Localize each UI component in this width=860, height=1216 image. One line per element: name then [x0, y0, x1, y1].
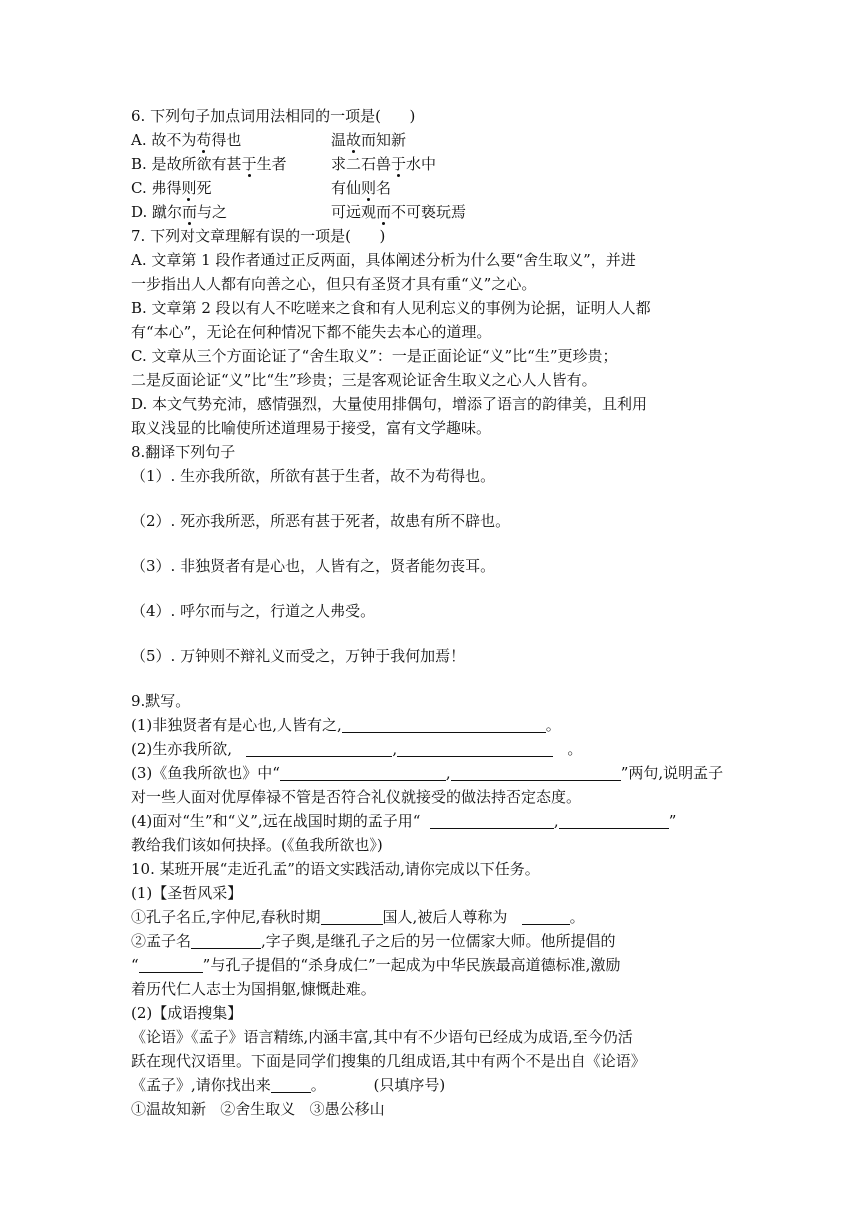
q10-part1-item2-line3: 着历代仁人志士为国捐躯,慷慨赴难。 — [131, 980, 376, 998]
document-body — [131, 104, 731, 1121]
q10-part1-item2-line1: ②孟子名 ,字子舆,是继孔子之后的另一位儒家大师。他所提倡的 — [131, 932, 616, 950]
q9-item-3-line1: (3)《鱼我所欲也》中“ , ”两句,说明孟子 — [131, 764, 724, 782]
answer-blank[interactable] — [451, 764, 621, 781]
q10-part2-options: ①温故知新 ②舍生取义 ③愚公移山 — [131, 1100, 385, 1118]
answer-blank[interactable] — [246, 740, 392, 757]
q9-item-4-line2: 教给我们该如何抉择。(《鱼我所欲也》) — [131, 836, 383, 854]
q8-item-4: （4）. 呼尔而与之，行道之人弗受。 — [131, 602, 376, 620]
q8-stem: 8.翻译下列句子 — [131, 443, 236, 461]
answer-blank[interactable] — [139, 956, 203, 973]
q9-item-3-line2: 对一些人面对优厚俸禄不管是否符合礼仪就接受的做法持否定态度。 — [131, 788, 582, 806]
q7-option-d-line1: D. 本文气势充沛，感情强烈，大量使用排偶句，增添了语言的韵律美，且利用 — [131, 395, 648, 413]
answer-blank[interactable] — [342, 716, 546, 733]
q6-option-c: C. 弗得则死 有仙则名 — [131, 179, 392, 197]
q9-item-1: (1)非独贤者有是心也,人皆有之, 。 — [131, 716, 561, 734]
q7-option-a-line2: 一步指出人人都有向善之心，但只有圣贤才具有重“义”之心。 — [131, 275, 537, 293]
q6-option-b: B. 是故所欲有甚于生者 求二石兽于水中 — [131, 155, 437, 173]
q8-item-3: （3）. 非独贤者有是心也，人皆有之，贤者能勿丧耳。 — [131, 557, 496, 575]
q7-stem: 7. 下列对文章理解有误的一项是( ) — [131, 227, 386, 245]
q8-item-1: （1）. 生亦我所欲，所欲有甚于生者，故不为苟得也。 — [131, 467, 496, 485]
q9-item-4-line1: (4)面对“生”和“义”,远在战国时期的孟子用“ , ” — [131, 812, 677, 830]
q8-item-2: （2）. 死亦我所恶，所恶有甚于死者，故患有所不辟也。 — [131, 512, 511, 530]
q9-item-2: (2)生亦我所欲, , 。 — [131, 740, 583, 758]
answer-blank[interactable] — [397, 740, 553, 757]
answer-blank[interactable] — [559, 812, 669, 829]
q7-option-b-line2: 有“本心”，无论在何种情况下都不能失去本心的道理。 — [131, 323, 492, 341]
q10-part1-heading: (1)【圣哲风采】 — [131, 884, 243, 902]
q7-option-a-line1: A. 文章第 1 段作者通过正反两面，具体阐述分析为什么要“舍生取义”，并进 — [131, 251, 636, 269]
q6-stem: 6. 下列句子加点词用法相同的一项是( ) — [131, 107, 416, 125]
q10-part1-item1: ①孔子名丘,字仲尼,春秋时期 国人,被后人尊称为 。 — [131, 908, 585, 926]
q7-option-d-line2: 取义浅显的比喻使所述道理易于接受，富有文学趣味。 — [131, 419, 492, 437]
answer-blank[interactable] — [321, 908, 383, 925]
q9-stem: 9.默写。 — [131, 692, 191, 710]
q7-option-c-line2: 二是反面论证“义”比“生”珍贵；三是客观论证舍生取义之心人人皆有。 — [131, 371, 597, 389]
q10-part2-line2: 跃在现代汉语里。下面是同学们搜集的几组成语,其中有两个不是出自《论语》 — [131, 1052, 646, 1070]
q10-part2-line3: 《孟子》,请你找出来 。 (只填序号) — [131, 1076, 446, 1094]
q8-item-5: （5）. 万钟则不辩礼义而受之，万钟于我何加焉！ — [131, 647, 466, 665]
q10-part2-line1: 《论语》《孟子》语言精练,内涵丰富,其中有不少语句已经成为成语,至今仍活 — [131, 1028, 633, 1046]
answer-blank[interactable] — [191, 932, 261, 949]
q7-option-c-line1: C. 文章从三个方面论证了“舍生取义”：一是正面论证“义”比“生”更珍贵； — [131, 347, 618, 365]
q6-option-d: D. 蹴尔而与之 可远观而不可亵玩焉 — [131, 203, 467, 221]
q10-stem: 10. 某班开展“走近孔孟”的语文实践活动,请你完成以下任务。 — [131, 860, 540, 878]
q10-part2-heading: (2)【成语搜集】 — [131, 1004, 243, 1022]
answer-blank[interactable] — [430, 812, 554, 829]
q7-option-b-line1: B. 文章第 2 段以有人不吃嗟来之食和有人见利忘义的事例为论据，证明人人都 — [131, 299, 651, 317]
answer-blank[interactable] — [280, 764, 446, 781]
answer-blank[interactable] — [271, 1076, 311, 1093]
answer-blank[interactable] — [522, 908, 570, 925]
q6-option-a: A. 故不为苟得也 温故而知新 — [131, 131, 407, 149]
q10-part1-item2-line2: “ ”与孔子提倡的“杀身成仁”一起成为中华民族最高道德标准,激励 — [131, 956, 621, 974]
